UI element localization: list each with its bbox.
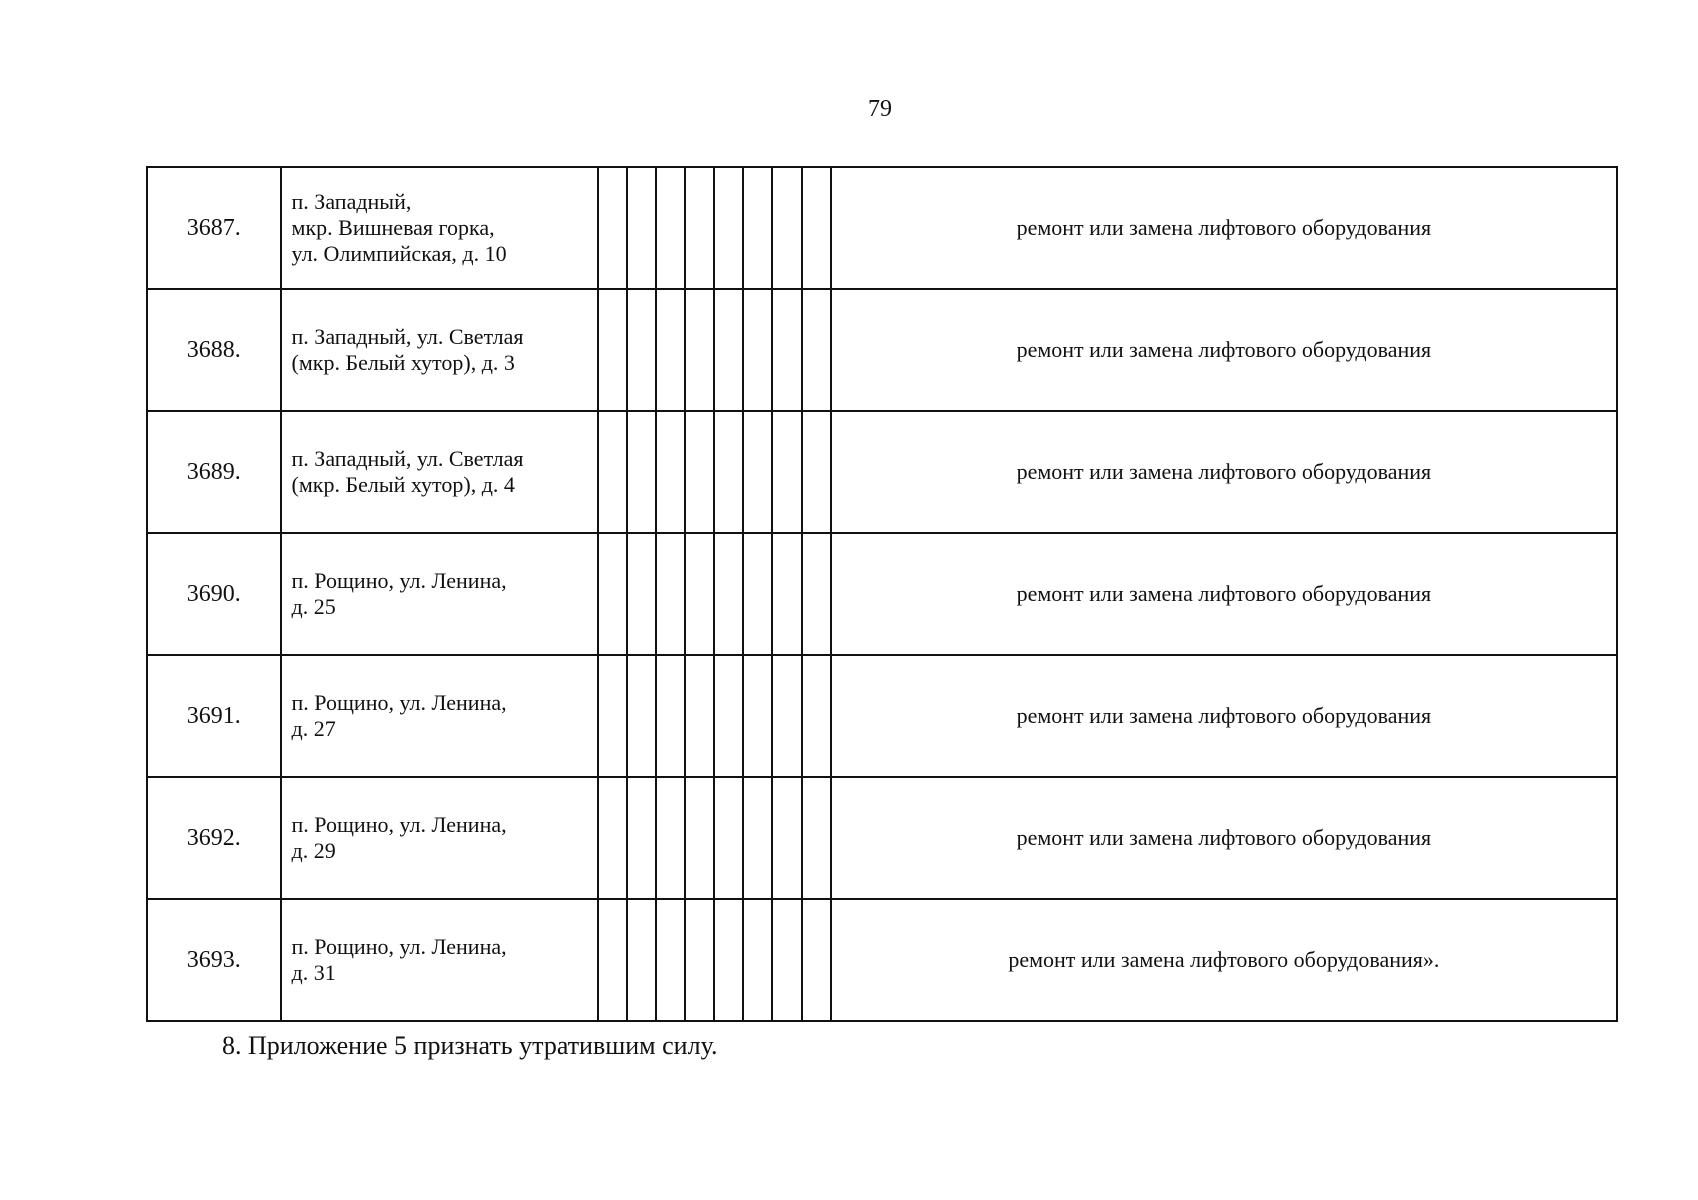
empty-cell <box>685 777 714 899</box>
address-line: п. Рощино, ул. Ленина, <box>291 568 507 593</box>
empty-cell <box>627 777 656 899</box>
empty-cell <box>656 777 685 899</box>
empty-cell <box>598 167 627 289</box>
address-line: д. 25 <box>291 594 336 619</box>
table-row <box>147 411 1617 533</box>
empty-cell <box>714 899 743 1021</box>
work-type-cell: ремонт или замена лифтового оборудования». <box>831 899 1617 1021</box>
work-type-cell: ремонт или замена лифтового оборудования <box>831 411 1617 533</box>
table-row <box>147 533 1617 655</box>
address-line: мкр. Вишневая горка, <box>291 215 495 240</box>
empty-cell <box>772 289 801 411</box>
address-line: п. Рощино, ул. Ленина, <box>291 690 507 715</box>
empty-cell <box>743 411 772 533</box>
empty-cell <box>714 655 743 777</box>
empty-cell <box>598 777 627 899</box>
row-number: 3687. <box>147 167 281 289</box>
empty-cell <box>714 777 743 899</box>
empty-cell <box>802 533 831 655</box>
address-cell <box>281 777 598 899</box>
empty-cell <box>714 289 743 411</box>
empty-cell <box>656 533 685 655</box>
address-line: п. Западный, ул. Светлая <box>291 446 524 471</box>
work-type-cell: ремонт или замена лифтового оборудования <box>831 655 1617 777</box>
row-number: 3688. <box>147 289 281 411</box>
address-line: п. Западный, ул. Светлая <box>291 324 524 349</box>
empty-cell <box>685 167 714 289</box>
table-row <box>147 655 1617 777</box>
empty-cell <box>772 411 801 533</box>
row-number: 3692. <box>147 777 281 899</box>
empty-cell <box>743 899 772 1021</box>
empty-cell <box>802 167 831 289</box>
empty-cell <box>743 655 772 777</box>
address-cell <box>281 167 598 289</box>
work-type-cell: ремонт или замена лифтового оборудования <box>831 289 1617 411</box>
address-line: (мкр. Белый хутор), д. 4 <box>291 472 515 497</box>
empty-cell <box>627 655 656 777</box>
empty-cell <box>772 533 801 655</box>
empty-cell <box>656 899 685 1021</box>
empty-cell <box>598 899 627 1021</box>
empty-cell <box>802 289 831 411</box>
work-type-cell: ремонт или замена лифтового оборудования <box>831 167 1617 289</box>
address-line: д. 29 <box>291 838 336 863</box>
address-cell <box>281 655 598 777</box>
empty-cell <box>627 533 656 655</box>
address-line: п. Рощино, ул. Ленина, <box>291 934 507 959</box>
empty-cell <box>743 777 772 899</box>
closing-paragraph: 8. Приложение 5 признать утратившим силу. <box>222 1031 718 1060</box>
table-row <box>147 777 1617 899</box>
empty-cell <box>627 167 656 289</box>
row-number: 3691. <box>147 655 281 777</box>
empty-cell <box>772 777 801 899</box>
empty-cell <box>772 655 801 777</box>
empty-cell <box>802 411 831 533</box>
empty-cell <box>802 777 831 899</box>
table-row <box>147 899 1617 1021</box>
address-line: (мкр. Белый хутор), д. 3 <box>291 350 515 375</box>
table-row <box>147 167 1617 289</box>
empty-cell <box>685 289 714 411</box>
empty-cell <box>656 167 685 289</box>
empty-cell <box>627 289 656 411</box>
address-line: д. 31 <box>291 960 336 985</box>
empty-cell <box>598 655 627 777</box>
empty-cell <box>656 411 685 533</box>
empty-cell <box>656 655 685 777</box>
work-type-cell: ремонт или замена лифтового оборудования <box>831 533 1617 655</box>
empty-cell <box>685 899 714 1021</box>
row-number: 3690. <box>147 533 281 655</box>
address-cell <box>281 533 598 655</box>
address-line: п. Рощино, ул. Ленина, <box>291 812 507 837</box>
address-line: д. 27 <box>291 716 336 741</box>
row-number: 3693. <box>147 899 281 1021</box>
empty-cell <box>802 655 831 777</box>
empty-cell <box>772 167 801 289</box>
works-table <box>146 166 1618 1022</box>
empty-cell <box>685 655 714 777</box>
empty-cell <box>627 899 656 1021</box>
empty-cell <box>743 289 772 411</box>
empty-cell <box>656 289 685 411</box>
empty-cell <box>598 533 627 655</box>
empty-cell <box>802 899 831 1021</box>
empty-cell <box>598 411 627 533</box>
address-cell <box>281 289 598 411</box>
empty-cell <box>743 167 772 289</box>
work-type-cell: ремонт или замена лифтового оборудования <box>831 777 1617 899</box>
address-cell <box>281 899 598 1021</box>
empty-cell <box>772 899 801 1021</box>
empty-cell <box>743 533 772 655</box>
page-number: 79 <box>868 96 892 122</box>
table-row <box>147 289 1617 411</box>
address-line: ул. Олимпийская, д. 10 <box>291 241 507 266</box>
empty-cell <box>714 167 743 289</box>
empty-cell <box>627 411 656 533</box>
address-line: п. Западный, <box>291 189 412 214</box>
empty-cell <box>685 533 714 655</box>
empty-cell <box>598 289 627 411</box>
row-number: 3689. <box>147 411 281 533</box>
address-cell <box>281 411 598 533</box>
empty-cell <box>714 533 743 655</box>
empty-cell <box>685 411 714 533</box>
empty-cell <box>714 411 743 533</box>
